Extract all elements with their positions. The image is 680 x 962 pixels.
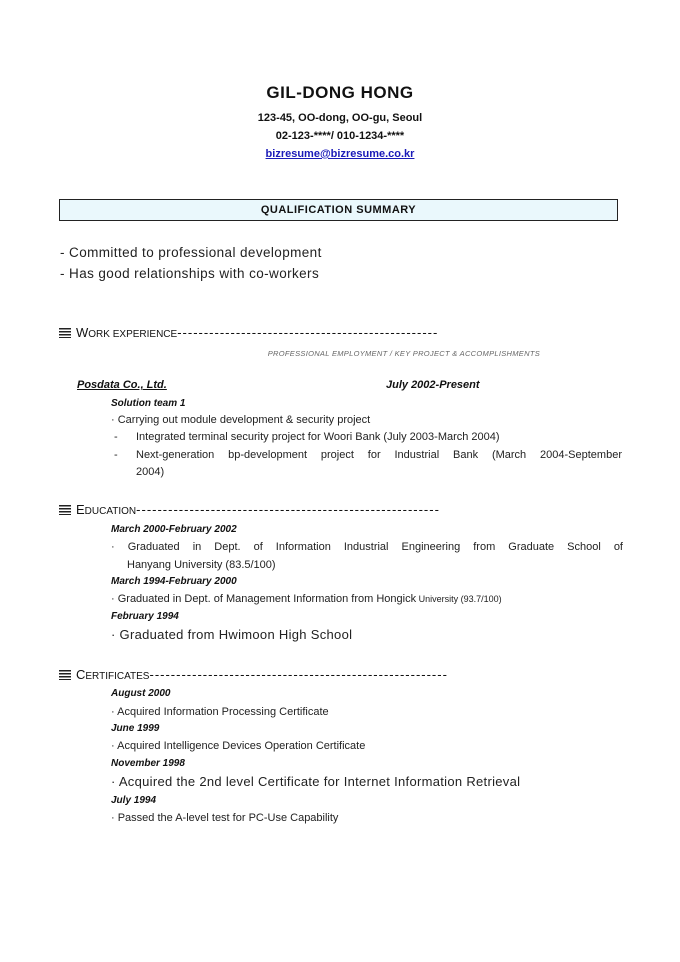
phone: 02-123-****/ 010-1234-**** <box>275 130 405 142</box>
certificate-date: August 2000 <box>111 688 171 699</box>
address: 123-45, OO-dong, OO-gu, Seoul <box>257 112 423 124</box>
education-detail: · Graduated from Hwimoon High School <box>111 627 353 642</box>
certificate-detail: · Acquired Intelligence Devices Operation Certificate <box>111 740 366 752</box>
company-name: Posdata Co., Ltd. <box>77 379 167 391</box>
work-experience-heading: WORK EXPERIENCE------------------------------------------------- <box>59 325 579 340</box>
education-date: February 1994 <box>111 611 179 622</box>
education-date: March 2000-February 2002 <box>111 524 237 535</box>
education-detail: · Graduated in Dept. of Management Information from Hongick University (93.7/100) <box>111 593 502 605</box>
certificate-detail: · Acquired Information Processing Certificate <box>111 706 329 718</box>
education-heading: EDUCATION--------------------------------------------------------- <box>59 502 579 517</box>
education-detail-continuation: Hanyang University (83.5/100) <box>127 559 276 571</box>
project-item-continuation: 2004) <box>136 466 165 478</box>
qualification-item: - Has good relationships with co-workers <box>60 266 320 281</box>
certificate-date: July 1994 <box>111 795 157 806</box>
project-item: - Integrated terminal security project for Woori Bank (July 2003-March 2004) <box>114 431 500 443</box>
certificate-detail: · Acquired the 2nd level Certificate for Internet Information Retrieval <box>111 774 521 789</box>
certificate-date: June 1999 <box>111 723 160 734</box>
project-item: - Next-generation bp-development project for Industrial Bank (March 2004-September <box>114 449 622 461</box>
list-icon <box>59 670 71 680</box>
list-icon <box>59 505 71 515</box>
email-link[interactable]: bizresume@bizresume.co.kr <box>265 148 415 160</box>
work-experience-subtitle: PROFESSIONAL EMPLOYMENT / KEY PROJECT & ACCOMPLISHMENTS <box>267 349 540 358</box>
education-date: March 1994-February 2000 <box>111 576 237 587</box>
job-duty: · Carrying out module development & security project <box>111 414 371 426</box>
certificate-detail: · Passed the A-level test for PC-Use Capability <box>111 812 339 824</box>
certificate-date: November 1998 <box>111 758 185 769</box>
email-line <box>0 148 680 160</box>
team-name: Solution team 1 <box>111 398 186 409</box>
certificates-heading: CERTIFICATES-------------------------------------------------------- <box>59 667 579 682</box>
education-detail: · Graduated in Dept. of Information Industrial Engineering from Graduate School of <box>111 541 623 553</box>
qualification-item: - Committed to professional development <box>60 245 322 260</box>
qualification-summary-heading: QUALIFICATION SUMMARY <box>59 199 618 221</box>
employment-period: July 2002-Present <box>386 379 480 391</box>
applicant-name: GIL-DONG HONG <box>266 83 414 102</box>
list-icon <box>59 328 71 338</box>
